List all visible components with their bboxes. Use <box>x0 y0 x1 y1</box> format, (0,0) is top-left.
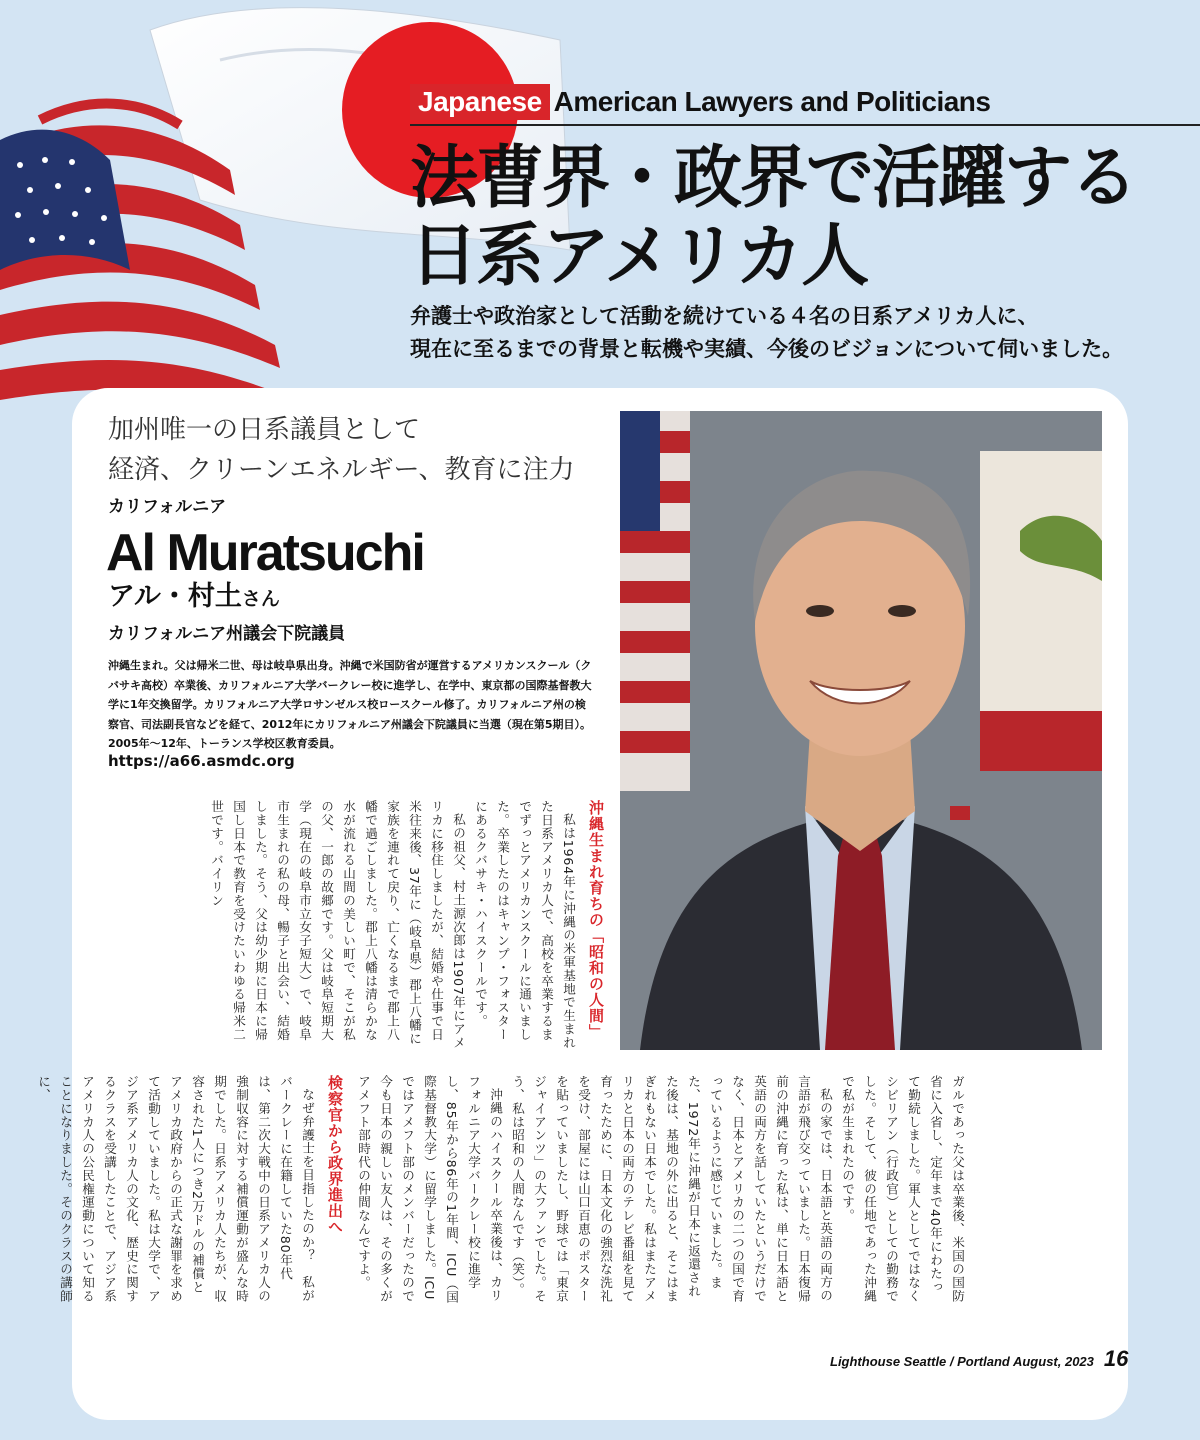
article-upper-column <box>108 800 613 1050</box>
series-title-japanese: Japanese <box>410 84 550 120</box>
article-paragraph: ガルであった父は卒業後、米国の国防省に入省し、定年まで40年にわたって勤続しました。軍人としてではなくシビリアン（行政官）としての勤務でした。そして、彼の任地であった沖縄で私が生まれたのです。 <box>840 1075 965 1303</box>
headline-line-2: 日系アメリカ人 <box>410 217 868 296</box>
page-number: 16 <box>1103 1346 1129 1371</box>
lead-line-2: 現在に至るまでの背景と転機や実績、今後のビジョンについて伺いました。 <box>410 337 1124 361</box>
portrait-photo <box>620 411 1102 1050</box>
article-heading-1: 沖縄生まれ育ちの「昭和の人間」 <box>587 800 605 1040</box>
article-paragraph: なぜ弁護士を目指したのか？ 私がバークレーに在籍していた80年代は、第二次大戦中の日系アメリカ人の強制収容に対する補償運動が盛んな時期でした。日系アメリカ人たちが、収容された1人につき2万ドルの補償とアメリカ政府からの正式な謝罪を求めて活動していました。私は大学で、アジア系アメリカ人の文化、歴史に関するクラスを受講したことで、アジア系アメリカ人の公民権運動について知ることになりました。そのクラスの講師に、 <box>36 1075 315 1303</box>
profile-name-suffix: さん <box>241 588 280 610</box>
lead-text <box>410 300 1123 366</box>
series-title <box>410 82 990 122</box>
profile-subhead <box>108 410 574 490</box>
footer-publication: Lighthouse Seattle / Portland August, 2023 <box>830 1354 1094 1369</box>
headline <box>410 140 1136 296</box>
profile-name-japanese <box>108 580 280 616</box>
header-rule <box>410 124 1200 126</box>
article-paragraph: 私の家では、日本語と英語の両方の言語が飛び交っていました。日本復帰前の沖縄に育った私は、単に日本語と英語の両方を話していたというだけでなく、日本とアメリカの二つの国で育っているように感じていました。また、1972年に沖縄が日本に返還された後は、基地の外に出ると、そこはまぎれもない日本でした。私はまたアメリカと日本の両方のテレビ番組を見て育ったために、日本文化の強烈な洗礼を受け、部屋には山口百恵のポスターを貼っていましたし、野球では「東京ジャイアンツ」の大ファンでした。そう、私は昭和の人間なんです（笑）。 <box>510 1075 833 1303</box>
profile-subhead-line-2: 経済、クリーンエネルギー、教育に注力 <box>108 455 575 485</box>
profile-name-english: Al Muratsuchi <box>106 524 424 582</box>
profile-name-japanese-text: アル・村土 <box>108 581 242 612</box>
page-footer <box>830 1346 1128 1372</box>
article-heading-2: 検察官から政界進出へ <box>326 1075 344 1235</box>
headline-line-1: 法曹界・政界で活躍する <box>410 139 1137 218</box>
portrait-image <box>620 411 1102 1050</box>
article-paragraph: 私の祖父、村土源次郎は1907年にアメリカに移住しましたが、結婚や仕事で日米往来後、37年に（岐阜県）郡上八幡に家族を連れて戻り、亡くなるまで郡上八幡で過ごしました。郡上八幡は清らかな水が流れる山間の美しい町で、そこが私の父、一郎の故郷です。父は岐阜短期大学（現在の岐阜市立女子短大）で、岐阜市生まれの私の母、暢子と出会い、結婚しました。そう、父は幼少期に日本に帰国し日本で教育を受けたいわゆる帰米二世です。バイリン <box>209 800 466 1049</box>
profile-subhead-line-1: 加州唯一の日系議員として <box>108 415 421 445</box>
lead-line-1: 弁護士や政治家として活動を続けている４名の日系アメリカ人に、 <box>410 304 1039 328</box>
series-title-rest: American Lawyers and Politicians <box>553 86 991 117</box>
article-lower-column <box>36 1075 968 1305</box>
article-paragraph: 沖縄のハイスクール卒業後は、カリフォルニア大学バークレー校に進学し、85年から86年の1年間、ICU（国際基督教大学）に留学しました。ICUではアメフト部のメンバーだったので今も日本の親しい友人は、その多くがアメフト部時代の仲間なんですよ。 <box>356 1075 503 1304</box>
profile-position: カリフォルニア州議会下院議員 <box>108 624 346 644</box>
profile-url-link[interactable]: https://a66.asmdc.org <box>108 752 295 770</box>
profile-bio: 沖縄生まれ。父は帰米二世、母は岐阜県出身。沖縄で米国防省が運営するアメリカンスクール（クバサキ高校）卒業後、カリフォルニア大学バークレー校に進学し、在学中、東京都の国際基督教大学に1年交換留学。カリフォルニア大学ロサンゼルス校ロースクール修了。カリフォルニア州の検察官、司法副長官などを経て、2012年にカリフォルニア州議会下院議員に当選（現在第5期目）。2005年〜12年、トーランス学校区教育委員。 <box>108 659 592 750</box>
profile-region: カリフォルニア <box>108 497 227 517</box>
article-paragraph: 私は1964年に沖縄の米軍基地で生まれた日系アメリカ人で、高校を卒業するまでずっとアメリカンスクールに通いました。卒業したのはキャンプ・フォスターにあるクバサキ・ハイスクールです。 <box>473 800 576 1049</box>
